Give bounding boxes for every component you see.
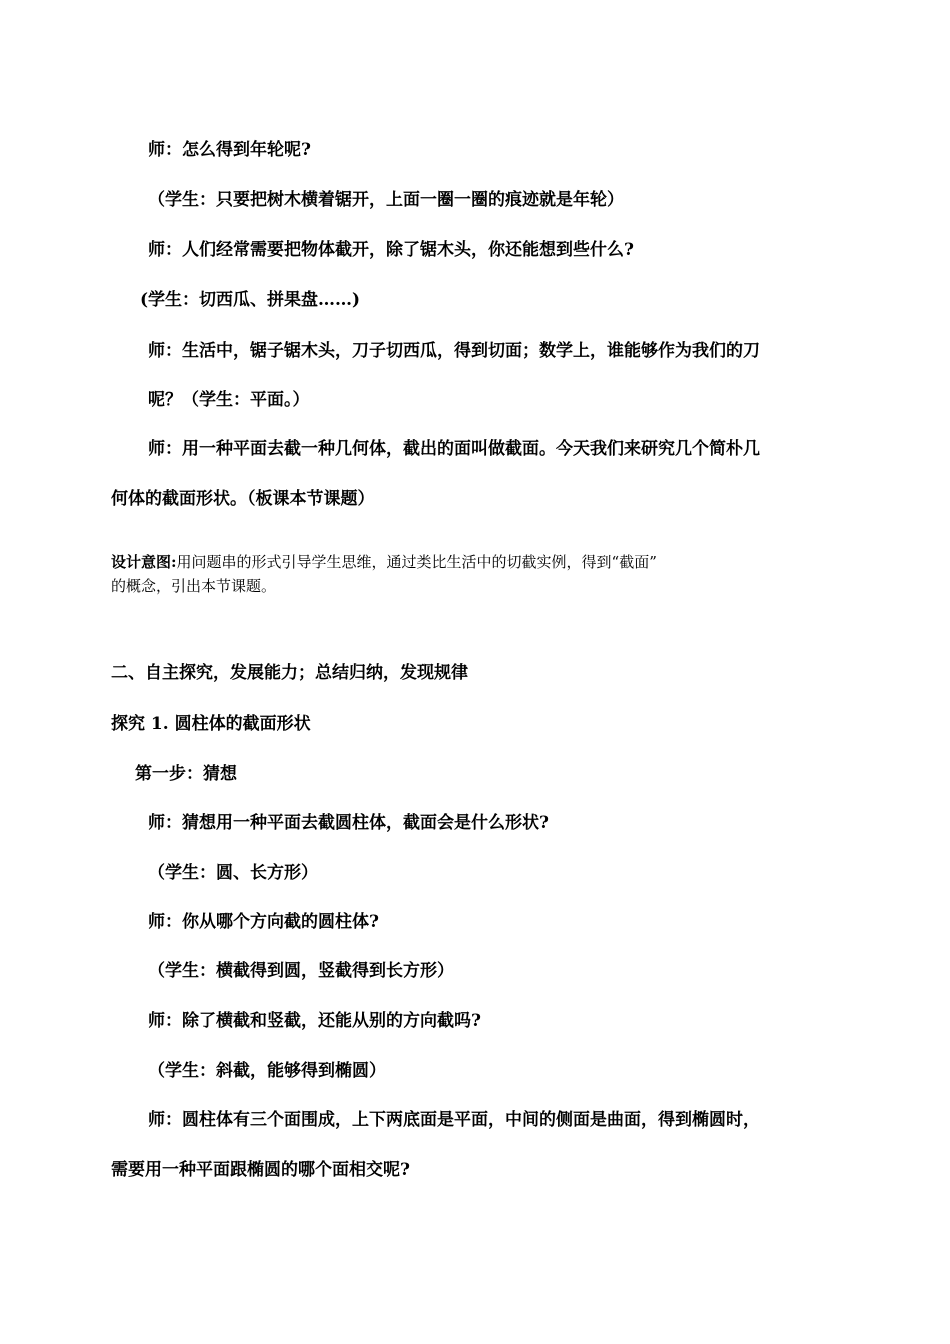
exploration-line: 师：圆柱体有三个面围成，上下两底面是平面，中间的侧面是曲面，得到椭圆时， <box>148 1110 760 1130</box>
exploration-line: 师：你从哪个方向截的圆柱体? <box>148 912 379 932</box>
exploration-line: （学生：斜截，能够得到椭圆） <box>148 1061 386 1081</box>
design-note-label: 设计意图: <box>111 553 177 571</box>
exploration-line: （学生：横截得到圆，竖截得到长方形） <box>148 961 454 981</box>
exploration-line: 师：猜想用一种平面去截圆柱体，截面会是什么形状? <box>148 813 549 833</box>
dialogue-line: 呢？（学生：平面。） <box>148 390 310 410</box>
design-note-text: 的概念，引出本节课题。 <box>111 577 277 595</box>
step-title: 第一步：猜想 <box>135 764 237 784</box>
section-title: 二、自主探究，发展能力；总结归纳，发现规律 <box>111 663 468 683</box>
dialogue-line: (学生：切西瓜、拼果盘……) <box>140 290 361 310</box>
design-note-text: 用问题串的形式引导学生思维，通过类比生活中的切截实例，得到“截面” <box>176 553 657 571</box>
design-note <box>111 550 841 598</box>
exploration-line: 师：除了横截和竖截，还能从别的方向截吗? <box>148 1011 481 1031</box>
dialogue-line: 师：人们经常需要把物体截开，除了锯木头，你还能想到些什么? <box>148 240 634 260</box>
dialogue-line: 何体的截面形状。（板课本节课题） <box>111 489 375 509</box>
dialogue-line: 师：怎么得到年轮呢? <box>148 140 311 160</box>
explore-title: 探究 1. 圆柱体的截面形状 <box>111 714 311 734</box>
dialogue-line: 师：生活中，锯子锯木头，刀子切西瓜，得到切面；数学上，谁能够作为我们的刀 <box>148 341 760 361</box>
exploration-line: （学生：圆、长方形） <box>148 863 318 883</box>
exploration-line: 需要用一种平面跟椭圆的哪个面相交呢? <box>111 1160 410 1180</box>
dialogue-line: （学生：只要把树木横着锯开，上面一圈一圈的痕迹就是年轮） <box>148 190 624 210</box>
dialogue-line: 师：用一种平面去截一种几何体，截出的面叫做截面。今天我们来研究几个简朴几 <box>148 439 760 459</box>
